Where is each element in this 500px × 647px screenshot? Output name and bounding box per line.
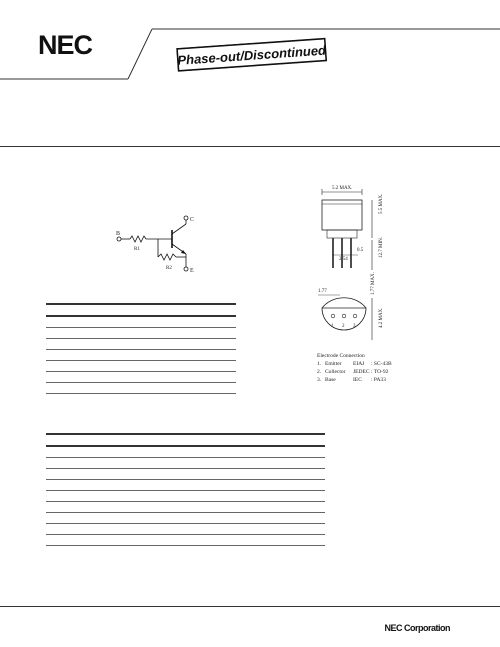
electrode-row: 3. Base IEC : PA33 [317,377,386,383]
header-divider [0,146,500,147]
electrode-title: Electrode Connection [317,353,365,359]
characteristics-table [46,433,325,546]
dim-lead-length: 12.7 MIN. [379,237,384,258]
footer-divider [0,606,500,607]
footer-company: NEC Corporation [384,623,450,633]
pin-label-1: 1 [331,324,334,329]
electrode-row: 2. Collector JEDEC : TO-92 [317,369,389,375]
stamp-text: Phase-out/Discontinued [176,42,327,68]
r1-label: R1 [134,247,140,252]
electrode-row: 1. Emitter EIAJ : SC-43B [317,361,392,367]
collector-label: C [190,217,195,223]
nec-logo: NEC [38,30,93,60]
dim-body-height: 5.5 MAX. [379,193,384,214]
ratings-table [46,303,236,394]
r2-label: R2 [166,266,172,271]
dim-side-offset: 1.77 [318,289,327,294]
pin-label-2: 2 [342,324,345,329]
dim-top-width: 5.2 MAX. [332,186,353,191]
electrode-connection [317,352,392,384]
dim-lead-width: 0.5 [357,248,364,253]
dim-side-height: 1.77 MAX. [371,272,376,295]
dim-side-depth: 4.2 MAX. [379,307,384,328]
base-label: B [116,231,121,237]
emitter-label: E [190,268,194,274]
equivalent-circuit [110,210,210,280]
package-drawing [300,180,400,355]
dim-pitch: 2.54 [339,257,348,262]
pin-label-3: 3 [353,324,356,329]
